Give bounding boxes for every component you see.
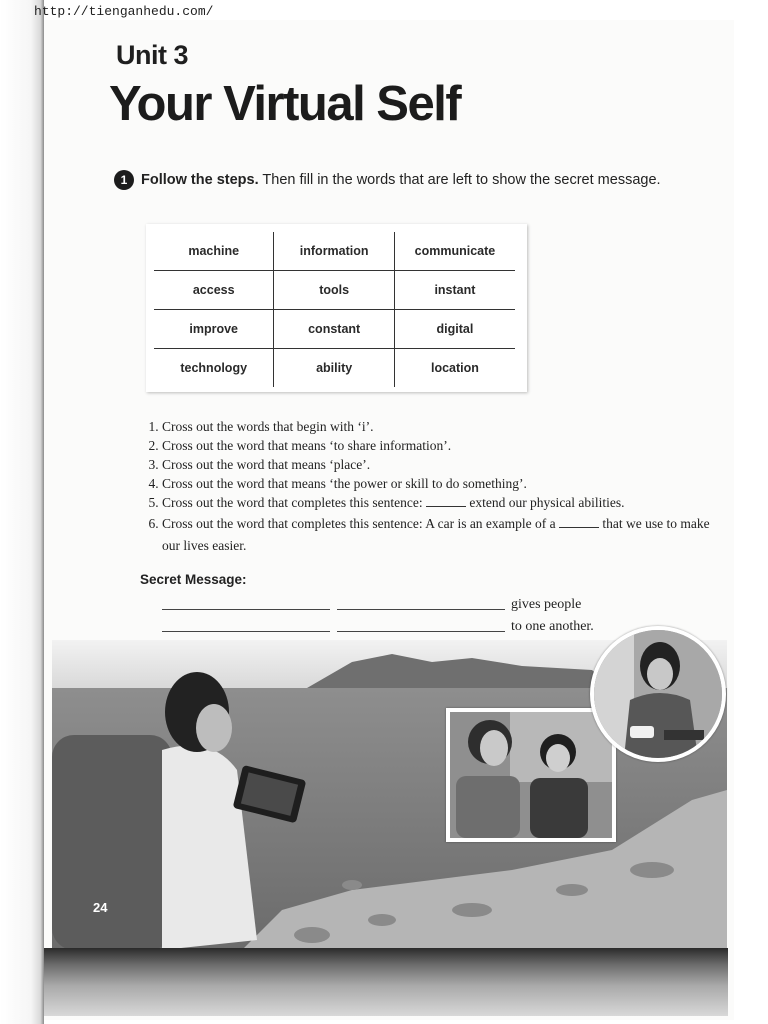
word-cell: machine	[154, 232, 274, 271]
cafe-woman-illustration	[594, 630, 722, 758]
secret-text: gives people	[511, 597, 582, 612]
unit-label: Unit 3	[116, 40, 189, 70]
friends-illustration	[450, 712, 612, 838]
step-text: Cross out the word that completes this sentence: A car is an example of a	[162, 516, 556, 531]
secret-answer-line[interactable]	[337, 631, 505, 632]
word-row	[154, 310, 515, 349]
source-url: http://tienganhedu.com/	[34, 4, 214, 19]
word-row	[154, 349, 515, 388]
word-cell: tools	[274, 271, 395, 310]
secret-text: to one another.	[511, 619, 594, 634]
exercise-instruction	[114, 170, 661, 190]
page-title: Your Virtual Self	[109, 77, 461, 131]
step-item: 3. Cross out the word that means ‘place’.	[162, 456, 722, 474]
word-cell: ability	[274, 349, 395, 388]
answer-blank[interactable]	[426, 494, 466, 507]
backpack	[52, 735, 172, 950]
secret-answer-line[interactable]	[162, 609, 330, 610]
word-row	[154, 271, 515, 310]
word-cell: location	[430, 361, 479, 375]
word-grid	[154, 232, 515, 387]
page-number: 24	[93, 900, 108, 915]
book-spine-shadow	[0, 0, 44, 1024]
step-item: 2. Cross out the word that means ‘to share information’.	[162, 437, 722, 455]
word-cell: constant	[274, 310, 395, 349]
scan-shadow	[44, 948, 728, 1016]
step-text: Cross out the word that completes this sentence:	[162, 495, 423, 510]
step-text: that we use to make our lives easier.	[162, 516, 710, 553]
instruction-text: Then fill in the words that are left to show the secret message.	[262, 172, 661, 188]
word-cell: instant	[394, 271, 515, 310]
word-row	[154, 232, 515, 271]
step-item: 1. Cross out the words that begin with ‘i’.	[162, 418, 722, 436]
word-cell: digital	[394, 310, 515, 349]
steps-list	[142, 418, 722, 558]
step-item	[162, 494, 722, 512]
word-cell: technology	[154, 349, 274, 388]
word-cell: information	[274, 232, 395, 271]
word-grid-card	[146, 224, 527, 392]
step-text: extend our physical abilities.	[469, 495, 625, 510]
face	[196, 704, 232, 752]
word-cell: communicate	[394, 232, 515, 271]
secret-message-label: Secret Message:	[140, 572, 247, 587]
inset-photo-friends	[446, 708, 616, 842]
step-item: 4. Cross out the word that means ‘the power or skill to do something’.	[162, 475, 722, 493]
answer-blank[interactable]	[559, 515, 599, 528]
secret-answer-line[interactable]	[337, 609, 505, 610]
exercise-number-badge: 1	[114, 170, 134, 190]
step-item	[162, 513, 722, 557]
word-cell: improve	[154, 310, 274, 349]
inset-photo-cafe-woman	[590, 626, 726, 762]
word-cell: access	[154, 271, 274, 310]
secret-answer-line[interactable]	[162, 631, 330, 632]
instruction-bold: Follow the steps.	[141, 172, 259, 188]
